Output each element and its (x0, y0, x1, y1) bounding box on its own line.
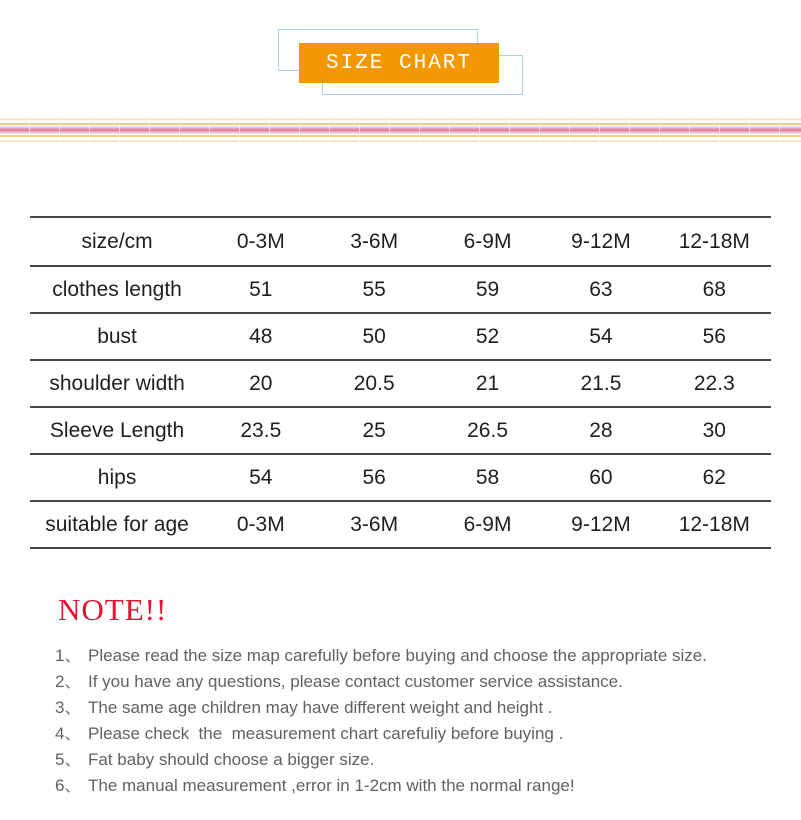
note-item-number: 6、 (55, 776, 82, 795)
table-cell: 3-6M (350, 512, 399, 536)
note-item (55, 721, 775, 747)
row-label: clothes length (52, 277, 182, 301)
table-cell: 21 (475, 371, 500, 395)
size-table (30, 216, 771, 549)
table-cell: 6-9M (463, 512, 512, 536)
size-col-header: 0-3M (236, 229, 285, 253)
note-item-text: Fat baby should choose a bigger size. (88, 750, 375, 769)
table-cell: 12-18M (678, 512, 750, 536)
size-table-header (30, 217, 771, 266)
table-cell: 54 (249, 465, 273, 489)
page-title: SIZE CHART (325, 51, 473, 75)
table-cell: 26.5 (467, 418, 508, 442)
table-cell: 56 (362, 465, 386, 489)
table-cell: 63 (589, 277, 613, 301)
table-cell: 55 (362, 277, 386, 301)
note-item (55, 669, 775, 695)
decor-stripe-divider (0, 118, 801, 143)
note-item-number: 1、 (55, 646, 82, 665)
size-col-header: 12-18M (678, 229, 750, 253)
note-item-text: Please check the measurement chart carefuliy before buying . (88, 724, 564, 743)
size-table-body (30, 266, 771, 548)
note-item-text: The same age children may have different weight and height . (88, 698, 553, 717)
note-item (55, 643, 775, 669)
table-cell: 58 (475, 465, 500, 489)
table-row (30, 266, 771, 313)
note-item (55, 773, 775, 799)
table-row (30, 407, 771, 454)
table-row (30, 360, 771, 407)
note-item-number: 2、 (55, 672, 82, 691)
note-title: NOTE!! (58, 592, 168, 627)
table-cell: 59 (475, 277, 500, 301)
table-cell: 9-12M (571, 512, 631, 536)
table-cell: 25 (362, 418, 386, 442)
note-item-text: Please read the size map carefully before buying and choose the appropriate size. (88, 646, 707, 665)
table-cell: 68 (702, 277, 726, 301)
table-cell: 20 (249, 371, 273, 395)
note-list (55, 643, 775, 799)
table-cell: 54 (589, 324, 613, 348)
row-label: shoulder width (49, 371, 185, 395)
row-label: bust (97, 324, 137, 348)
table-cell: 21.5 (580, 371, 622, 395)
table-cell: 22.3 (693, 371, 735, 395)
note-item-number: 3、 (55, 698, 82, 717)
note-section (55, 592, 775, 799)
table-cell: 50 (362, 324, 386, 348)
size-col-header: 3-6M (350, 229, 399, 253)
note-item (55, 695, 775, 721)
table-cell: 52 (475, 324, 500, 348)
row-label: suitable for age (45, 512, 189, 536)
note-item (55, 747, 775, 773)
table-row (30, 501, 771, 548)
table-cell: 48 (249, 324, 273, 348)
table-cell: 23.5 (240, 418, 282, 442)
table-row (30, 454, 771, 501)
size-chart-title-box (299, 43, 499, 83)
table-cell: 62 (702, 465, 726, 489)
table-cell: 60 (589, 465, 613, 489)
table-cell: 51 (249, 277, 273, 301)
size-table-header-row (30, 217, 771, 266)
size-unit-header: size/cm (81, 229, 153, 253)
table-cell: 0-3M (236, 512, 285, 536)
note-item-text: The manual measurement ,error in 1-2cm with the normal range! (88, 776, 575, 795)
note-item-text: If you have any questions, please contact customer service assistance. (88, 672, 623, 691)
note-item-number: 5、 (55, 750, 82, 769)
size-col-header: 9-12M (571, 229, 631, 253)
row-label: hips (97, 465, 137, 489)
note-item-number: 4、 (55, 724, 82, 743)
size-col-header: 6-9M (463, 229, 512, 253)
table-cell: 30 (702, 418, 726, 442)
table-cell: 20.5 (353, 371, 395, 395)
table-cell: 56 (702, 324, 726, 348)
table-row (30, 313, 771, 360)
table-cell: 28 (589, 418, 613, 442)
row-label: Sleeve Length (49, 418, 185, 442)
